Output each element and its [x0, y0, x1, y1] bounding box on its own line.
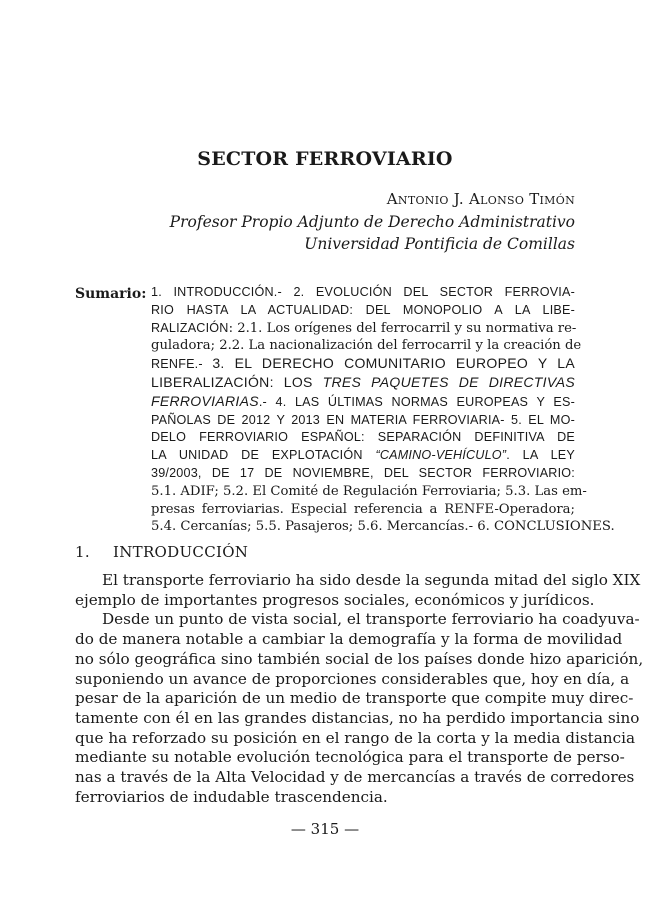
- text-line: do de manera notable a cambiar la demografía y la forma de movilidad: [75, 630, 623, 649]
- summary-segment: PAÑOLAS DE 2012 Y 2013 EN MATERIA FERROVIARIA- 5. EL MO-: [151, 412, 575, 427]
- summary-line: [151, 302, 575, 320]
- summary-segment: 39/2003, DE 17 DE NOVIEMBRE, DEL SECTOR FERROVIARIO:: [151, 465, 575, 480]
- summary-segment: presas ferroviarias. Especial referencia a RENFE-Operadora;: [151, 501, 575, 517]
- summary-segment: 5.4. Cercanías; 5.5. Pasajeros; 5.6. Mercancías.- 6. CONCLUSIONES.: [151, 519, 615, 535]
- summary-segment: RIO HASTA LA ACTUALIDAD: DEL MONOPOLIO A LA LIBE-: [151, 302, 575, 317]
- text-line: mediante su notable evolución tecnológica para el transporte de perso-: [75, 748, 625, 767]
- summary-segment: RENFE.-: [151, 357, 213, 372]
- summary-segment: DELO FERROVIARIO ESPAÑOL: SEPARACIÓN DEFINITIVA DE: [151, 430, 575, 445]
- text-line: Desde un punto de vista social, el transporte ferroviario ha coadyuva-: [102, 610, 640, 629]
- summary-segment: .- 4. LAS ÚLTIMAS NORMAS EUROPEAS Y ES-: [258, 394, 575, 409]
- text-line: suponiendo un avance de proporciones considerables que, hoy en día, a: [75, 669, 630, 688]
- summary-segment: 3. EL DERECHO COMUNITARIO EUROPEO Y LA: [212, 355, 575, 372]
- summary-line: [151, 355, 575, 374]
- summary-line: [151, 337, 582, 355]
- summary-body: [151, 284, 615, 536]
- paragraph: [75, 571, 641, 610]
- text-line: El transporte ferroviario ha sido desde la segunda mitad del siglo XIX: [102, 571, 641, 589]
- affiliation-line-2: Universidad Pontificia de Comillas: [304, 235, 575, 253]
- affiliation-line-1: Profesor Propio Adjunto de Derecho Administrativo: [169, 213, 575, 231]
- text-line: tamente con él en las grandes distancias, no ha perdido importancia sino: [75, 708, 640, 727]
- text-line: pesar de la aparición de un medio de transporte que compite muy direc-: [75, 689, 634, 708]
- paragraph: [75, 610, 644, 807]
- summary-segment: 1. INTRODUCCIÓN.- 2. EVOLUCIÓN DEL SECTOR FERROVIA-: [151, 285, 575, 299]
- summary-segment: “CAMINO-VEHÍCULO”: [375, 448, 507, 463]
- summary-segment: RALIZACIÓN: [151, 320, 229, 335]
- summary-segment: : 2.1. Los orígenes del ferrocarril y su normativa re-: [228, 320, 577, 336]
- author-name: Antonio J. Alonso Timón: [386, 190, 575, 208]
- summary-segment: . LA LEY: [506, 448, 575, 463]
- summary-segment: LIBERALIZACIÓN: LOS: [151, 373, 323, 390]
- text-line: ferroviarios de indudable trascendencia.: [75, 787, 388, 806]
- section-heading: [75, 543, 248, 561]
- text-line: nas a través de la Alta Velocidad y de mercancías a través de corredores: [75, 768, 635, 787]
- summary-line: [151, 284, 575, 302]
- summary-segment: 5.1. ADIF; 5.2. El Comité de Regulación Ferroviaria; 5.3. Las em-: [151, 483, 587, 499]
- section-title: INTRODUCCIÓN: [113, 543, 249, 561]
- section-number: 1.: [75, 543, 90, 561]
- summary-line: [151, 501, 575, 519]
- page-number: — 315 —: [290, 820, 360, 838]
- summary-segment: TRES PAQUETES DE DIRECTIVAS: [322, 373, 575, 390]
- summary-segment: LA UNIDAD DE EXPLOTACIÓN: [151, 448, 376, 463]
- summary-line: [151, 412, 575, 430]
- summary-line: [151, 320, 575, 338]
- text-line: ejemplo de importantes progresos sociales, económicos y jurídicos.: [75, 590, 595, 609]
- summary-line: [151, 465, 575, 483]
- summary-line: [151, 518, 615, 536]
- text-line: que ha reforzado su posición en el rango de la corta y la media distancia: [75, 728, 636, 747]
- text-line: no sólo geográfica sino también social de los países donde hizo aparición,: [75, 649, 644, 668]
- summary-line: [151, 374, 575, 393]
- summary-line: [151, 429, 575, 447]
- summary-line: [151, 393, 575, 412]
- summary-line: [151, 447, 575, 465]
- summary-segment: guladora; 2.2. La nacionalización del ferrocarril y la creación de: [151, 338, 582, 354]
- summary-segment: FERROVIARIAS: [151, 392, 259, 409]
- page-title: SECTOR FERROVIARIO: [197, 148, 453, 170]
- summary-line: [151, 483, 587, 501]
- body-text: [75, 571, 644, 807]
- summary-label: Sumario:: [75, 286, 147, 302]
